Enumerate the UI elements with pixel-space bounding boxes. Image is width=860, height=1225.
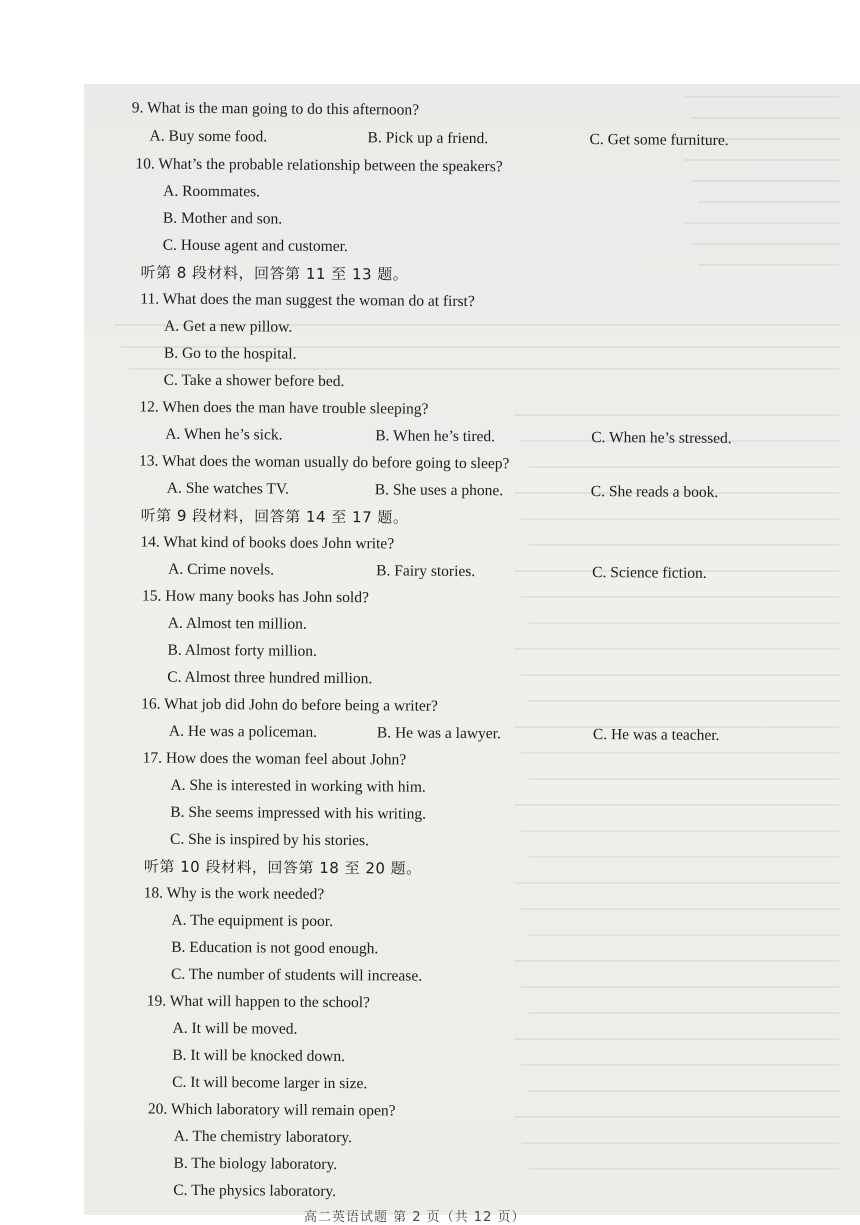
bleed-line	[521, 674, 840, 676]
bleed-line	[521, 830, 840, 832]
bleed-line	[528, 466, 840, 468]
option-c: C. Science fiction.	[592, 564, 707, 582]
question-15: 15. How many books has John sold?	[141, 587, 369, 607]
question-20-option-a: A. The chemistry laboratory.	[173, 1127, 353, 1147]
option-c: C. He was a teacher.	[592, 726, 720, 745]
question-10-option-a: A. Roommates.	[163, 182, 261, 201]
question-11: 11. What does the man suggest the woman do at first?	[140, 290, 475, 311]
option-b: B. Fairy stories.	[376, 562, 476, 581]
bleed-line	[528, 700, 840, 702]
question-17-option-b: B. She seems impressed with his writing.	[170, 803, 427, 823]
option-b: B. She uses a phone.	[374, 481, 504, 500]
bleed-line	[684, 222, 840, 224]
bleed-line	[684, 159, 840, 161]
bleed-line	[528, 856, 840, 858]
question-17-option-c: C. She is inspired by his stories.	[170, 830, 370, 850]
question-13: 13. What does the woman usually do before going to sleep?	[138, 452, 510, 473]
bleed-line	[528, 1168, 840, 1170]
question-18: 18. Why is the work needed?	[143, 884, 325, 903]
question-18-option-c: C. The number of students will increase.	[170, 965, 423, 985]
bleed-line	[521, 908, 840, 910]
option-b: B. When he’s tired.	[375, 427, 496, 446]
option-c: C. Get some furniture.	[589, 130, 729, 150]
bleed-line	[528, 1012, 840, 1014]
question-9: 9. What is the man going to do this afternoon?	[131, 99, 420, 119]
question-14: 14. What kind of books does John write?	[140, 533, 395, 553]
bleed-line	[514, 960, 840, 962]
bleed-line	[698, 264, 840, 266]
bleed-line	[528, 1090, 840, 1092]
bleed-line	[514, 1116, 840, 1118]
option-c: C. When he’s stressed.	[591, 428, 732, 448]
question-20-option-b: B. The biology laboratory.	[173, 1154, 338, 1174]
bleed-line	[521, 752, 840, 754]
bleed-line	[684, 96, 840, 98]
bleed-line	[521, 518, 840, 520]
section-9-instruction: 听第 9 段材料，回答第 14 至 17 题。	[140, 506, 409, 527]
question-17-option-a: A. She is interested in working with him.	[170, 776, 426, 796]
question-20-option-c: C. The physics laboratory.	[173, 1181, 337, 1201]
bleed-line	[128, 368, 840, 370]
bleed-line	[528, 622, 840, 624]
bleed-line	[514, 1038, 840, 1040]
bleed-line	[698, 201, 840, 203]
bleed-line	[691, 117, 840, 119]
bleed-line	[521, 1142, 840, 1144]
bleed-line	[514, 414, 840, 416]
question-19-option-b: B. It will be knocked down.	[172, 1046, 346, 1066]
question-10: 10. What’s the probable relationship between the speakers?	[135, 155, 503, 176]
option-c: C. She reads a book.	[590, 482, 719, 501]
question-15-option-b: B. Almost forty million.	[167, 641, 318, 660]
question-19-option-c: C. It will become larger in size.	[172, 1073, 368, 1093]
question-19: 19. What will happen to the school?	[146, 992, 370, 1012]
section-8-instruction: 听第 8 段材料，回答第 11 至 13 题。	[140, 263, 409, 284]
option-b: B. Pick up a friend.	[367, 129, 489, 148]
option-a: A. Buy some food.	[149, 127, 268, 146]
option-a: A. He was a policeman.	[168, 722, 318, 741]
bleed-line	[514, 648, 840, 650]
option-a: A. She watches TV.	[166, 479, 290, 498]
option-b: B. He was a lawyer.	[376, 724, 501, 743]
question-18-option-b: B. Education is not good enough.	[171, 938, 379, 958]
bleed-line	[514, 882, 840, 884]
question-19-option-a: A. It will be moved.	[172, 1019, 298, 1038]
page-footer: 高二英语试题 第 2 页（共 12 页）	[304, 1210, 526, 1225]
section-10-instruction: 听第 10 段材料，回答第 18 至 20 题。	[143, 857, 422, 878]
bleed-line	[528, 934, 840, 936]
bleed-line	[521, 1064, 840, 1066]
question-10-option-b: B. Mother and son.	[162, 209, 283, 228]
bleed-line	[521, 596, 840, 598]
bleed-line	[521, 986, 840, 988]
bleed-line	[691, 180, 840, 182]
question-10-option-c: C. House agent and customer.	[162, 236, 348, 256]
question-18-option-a: A. The equipment is poor.	[171, 911, 334, 930]
question-12: 12. When does the man have trouble sleeping?	[139, 398, 429, 418]
bleed-line	[528, 778, 840, 780]
option-a: A. Crime novels.	[168, 560, 275, 579]
question-16: 16. What job did John do before being a writer?	[141, 695, 438, 715]
scanned-page	[84, 84, 860, 1225]
question-11-option-c: C. Take a shower before bed.	[163, 371, 345, 391]
question-15-option-a: A. Almost ten million.	[167, 614, 307, 633]
listening-section	[84, 84, 860, 1201]
question-15-option-c: C. Almost three hundred million.	[167, 668, 373, 688]
option-a: A. When he’s sick.	[165, 425, 283, 444]
bleed-line	[514, 804, 840, 806]
question-17: 17. How does the woman feel about John?	[142, 749, 407, 769]
bleed-line	[528, 544, 840, 546]
bleed-line	[691, 243, 840, 245]
question-20: 20. Which laboratory will remain open?	[147, 1100, 396, 1120]
question-11-option-a: A. Get a new pillow.	[164, 317, 293, 336]
question-11-option-b: B. Go to the hospital.	[163, 344, 297, 363]
